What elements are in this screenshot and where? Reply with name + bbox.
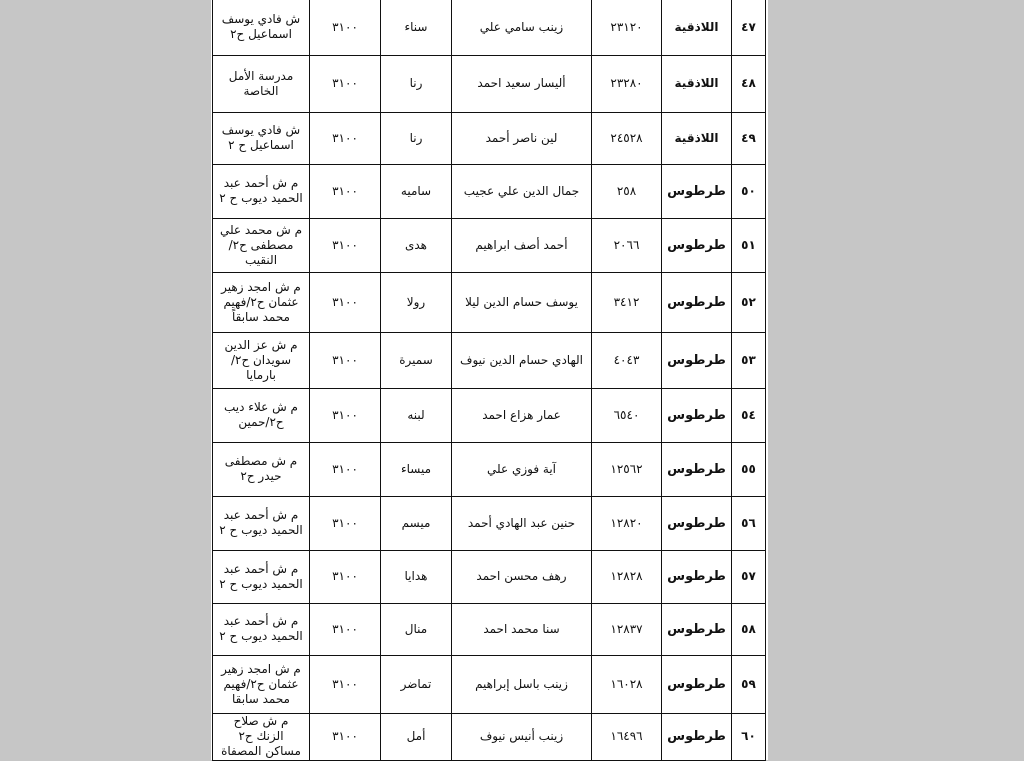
school-cell: م ش امجد زهير عثمان ح٢/فهيم محمد سابقاً xyxy=(213,272,310,332)
row-number: ٥٧ xyxy=(732,550,766,603)
student-name-cell: أحمد أصف ابراهيم xyxy=(452,218,592,272)
table-row xyxy=(213,713,766,760)
city-cell: طرطوس xyxy=(662,496,732,550)
code-cell: ٤٠٤٣ xyxy=(592,332,662,388)
amount-cell: ٣١٠٠ xyxy=(310,442,381,496)
table-row xyxy=(213,55,766,112)
row-number: ٦٠ xyxy=(732,713,766,760)
city-cell: اللاذقية xyxy=(662,0,732,55)
table-row xyxy=(213,112,766,164)
row-number: ٥٩ xyxy=(732,655,766,713)
school-cell: م ش مصطفى حيدر ح٢ xyxy=(213,442,310,496)
code-cell: ٢٣١٢٠ xyxy=(592,0,662,55)
city-cell: اللاذقية xyxy=(662,55,732,112)
city-cell: طرطوس xyxy=(662,272,732,332)
amount-cell: ٣١٠٠ xyxy=(310,164,381,218)
amount-cell: ٣١٠٠ xyxy=(310,218,381,272)
code-cell: ٢٠٦٦ xyxy=(592,218,662,272)
school-cell: ش فادي يوسف اسماعيل ح ٢ xyxy=(213,112,310,164)
table-row xyxy=(213,496,766,550)
student-name-cell: أليسار سعيد احمد xyxy=(452,55,592,112)
mother-name-cell: هدايا xyxy=(381,550,452,603)
row-number: ٥٣ xyxy=(732,332,766,388)
table-row xyxy=(213,442,766,496)
table-row xyxy=(213,0,766,55)
student-name-cell: آية فوزي علي xyxy=(452,442,592,496)
school-cell: م ش أحمد عبد الحميد ديوب ح ٢ xyxy=(213,496,310,550)
amount-cell: ٣١٠٠ xyxy=(310,655,381,713)
student-name-cell: زينب سامي علي xyxy=(452,0,592,55)
mother-name-cell: أمل xyxy=(381,713,452,760)
school-cell: م ش عز الدين سويدان ح٢/بارمايا xyxy=(213,332,310,388)
amount-cell: ٣١٠٠ xyxy=(310,550,381,603)
amount-cell: ٣١٠٠ xyxy=(310,272,381,332)
amount-cell: ٣١٠٠ xyxy=(310,388,381,442)
mother-name-cell: ساميه xyxy=(381,164,452,218)
student-name-cell: رهف محسن احمد xyxy=(452,550,592,603)
city-cell: طرطوس xyxy=(662,442,732,496)
school-cell: م ش علاء ديب ح٢/حمين xyxy=(213,388,310,442)
mother-name-cell: رنا xyxy=(381,55,452,112)
student-name-cell: لين ناصر أحمد xyxy=(452,112,592,164)
mother-name-cell: رولا xyxy=(381,272,452,332)
mother-name-cell: لبنه xyxy=(381,388,452,442)
amount-cell: ٣١٠٠ xyxy=(310,55,381,112)
school-cell: م ش أحمد عبد الحميد ديوب ح ٢ xyxy=(213,603,310,655)
row-number: ٥٢ xyxy=(732,272,766,332)
student-name-cell: يوسف حسام الدين ليلا xyxy=(452,272,592,332)
row-number: ٤٨ xyxy=(732,55,766,112)
school-cell: م ش امجد زهير عثمان ح٢/فهيم محمد سابقا xyxy=(213,655,310,713)
city-cell: طرطوس xyxy=(662,164,732,218)
student-name-cell: سنا محمد احمد xyxy=(452,603,592,655)
code-cell: ١٢٨٢٠ xyxy=(592,496,662,550)
code-cell: ١٢٨٣٧ xyxy=(592,603,662,655)
mother-name-cell: منال xyxy=(381,603,452,655)
mother-name-cell: رنا xyxy=(381,112,452,164)
code-cell: ١٦٠٢٨ xyxy=(592,655,662,713)
student-name-cell: زينب أنيس نيوف xyxy=(452,713,592,760)
amount-cell: ٣١٠٠ xyxy=(310,112,381,164)
students-table xyxy=(212,0,766,761)
code-cell: ٦٥٤٠ xyxy=(592,388,662,442)
code-cell: ١٦٤٩٦ xyxy=(592,713,662,760)
table-row xyxy=(213,550,766,603)
code-cell: ١٢٥٦٢ xyxy=(592,442,662,496)
city-cell: طرطوس xyxy=(662,332,732,388)
code-cell: ٢٣٢٨٠ xyxy=(592,55,662,112)
code-cell: ٢٥٨ xyxy=(592,164,662,218)
code-cell: ٣٤١٢ xyxy=(592,272,662,332)
amount-cell: ٣١٠٠ xyxy=(310,496,381,550)
city-cell: طرطوس xyxy=(662,388,732,442)
city-cell: طرطوس xyxy=(662,550,732,603)
table-row xyxy=(213,332,766,388)
row-number: ٥٤ xyxy=(732,388,766,442)
document-page xyxy=(211,0,768,760)
amount-cell: ٣١٠٠ xyxy=(310,332,381,388)
student-name-cell: الهادي حسام الدين نيوف xyxy=(452,332,592,388)
row-number: ٤٧ xyxy=(732,0,766,55)
row-number: ٥٠ xyxy=(732,164,766,218)
student-name-cell: جمال الدين علي عجيب xyxy=(452,164,592,218)
student-name-cell: عمار هزاع احمد xyxy=(452,388,592,442)
mother-name-cell: هدى xyxy=(381,218,452,272)
code-cell: ١٢٨٢٨ xyxy=(592,550,662,603)
table-row xyxy=(213,164,766,218)
city-cell: طرطوس xyxy=(662,655,732,713)
student-name-cell: زينب باسل إبراهيم xyxy=(452,655,592,713)
code-cell: ٢٤٥٢٨ xyxy=(592,112,662,164)
mother-name-cell: ميسم xyxy=(381,496,452,550)
city-cell: طرطوس xyxy=(662,713,732,760)
school-cell: مدرسة الأمل الخاصة xyxy=(213,55,310,112)
row-number: ٤٩ xyxy=(732,112,766,164)
table-row xyxy=(213,655,766,713)
school-cell: ش فادي يوسف اسماعيل ح٢ xyxy=(213,0,310,55)
student-name-cell: حنين عبد الهادي أحمد xyxy=(452,496,592,550)
table-row xyxy=(213,603,766,655)
mother-name-cell: تماضر xyxy=(381,655,452,713)
mother-name-cell: ميساء xyxy=(381,442,452,496)
row-number: ٥١ xyxy=(732,218,766,272)
school-cell: م ش أحمد عبد الحميد ديوب ح ٢ xyxy=(213,550,310,603)
mother-name-cell: سميرة xyxy=(381,332,452,388)
amount-cell: ٣١٠٠ xyxy=(310,713,381,760)
table-row xyxy=(213,272,766,332)
city-cell: طرطوس xyxy=(662,218,732,272)
school-cell: م ش صلاح الزنك ح٢ مساكن المصفاة xyxy=(213,713,310,760)
city-cell: طرطوس xyxy=(662,603,732,655)
table-row xyxy=(213,218,766,272)
table-row xyxy=(213,388,766,442)
row-number: ٥٥ xyxy=(732,442,766,496)
school-cell: م ش أحمد عبد الحميد ديوب ح ٢ xyxy=(213,164,310,218)
city-cell: اللاذقية xyxy=(662,112,732,164)
amount-cell: ٣١٠٠ xyxy=(310,603,381,655)
row-number: ٥٦ xyxy=(732,496,766,550)
school-cell: م ش محمد علي مصطفى ح٢/النقيب xyxy=(213,218,310,272)
mother-name-cell: سناء xyxy=(381,0,452,55)
row-number: ٥٨ xyxy=(732,603,766,655)
amount-cell: ٣١٠٠ xyxy=(310,0,381,55)
